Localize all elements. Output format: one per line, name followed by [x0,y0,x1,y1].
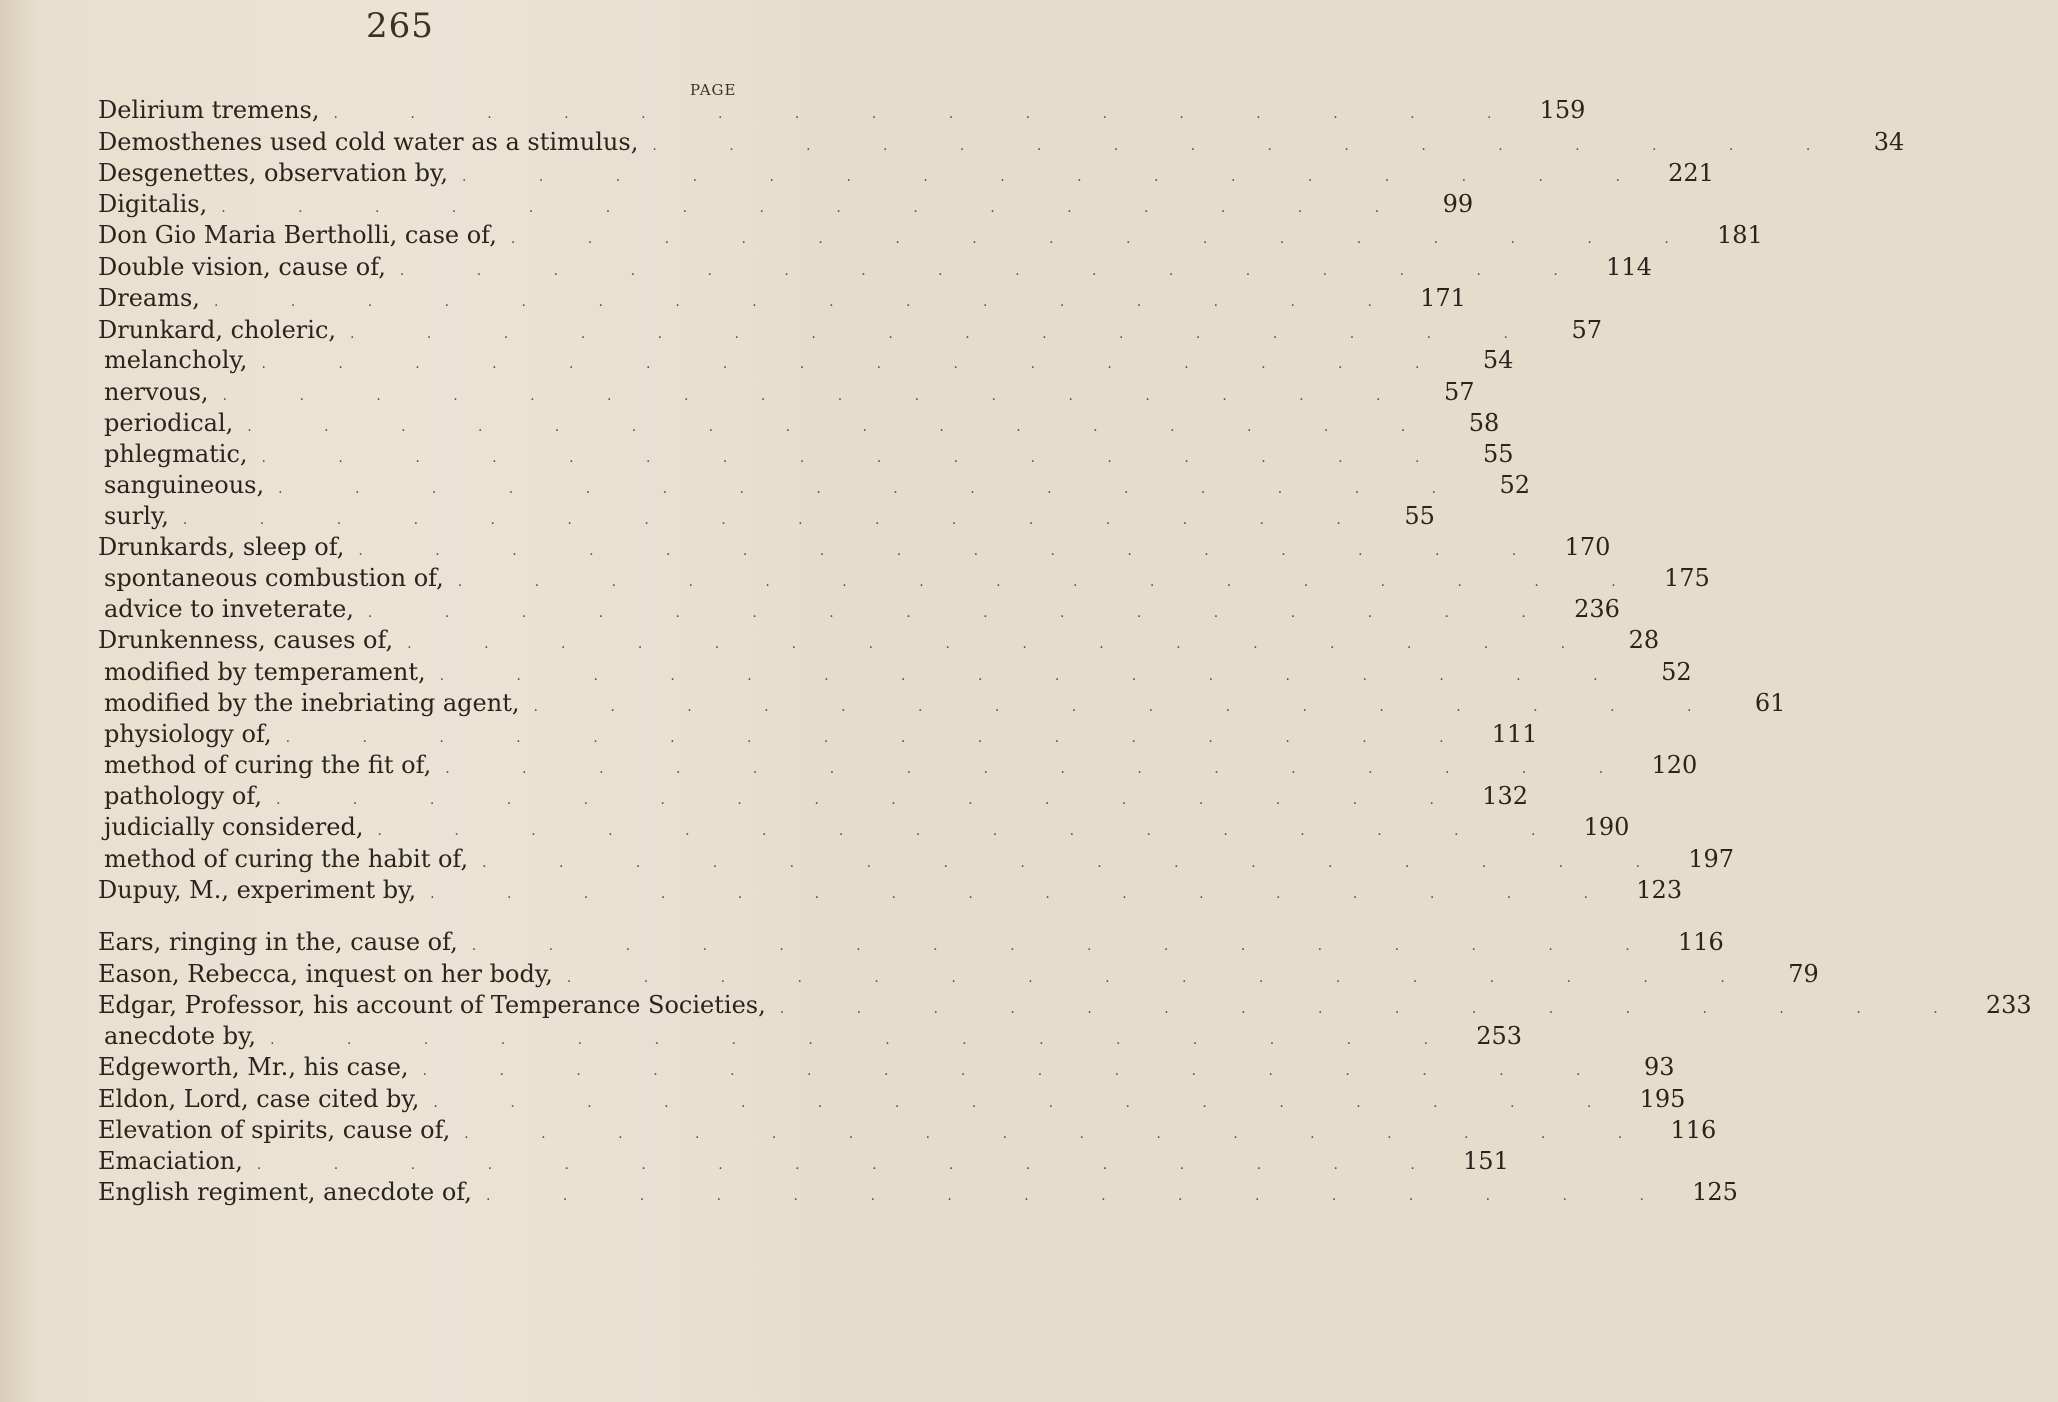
entry-page-number: 170 [1564,533,1611,561]
entry-page-number: 195 [1639,1085,1686,1113]
entry-page-number: 55 [1404,502,1435,530]
entry-text: sanguineous, [104,471,265,499]
entry-text: English regiment, anecdote of, [98,1178,472,1206]
entry-page-number: 57 [1571,316,1602,344]
index-entry [0,1085,1686,1115]
entry-text: physiology of, [104,720,272,748]
index-subentry [0,346,1514,376]
leader-dots: . . . . . . . . . . . . . . . . [261,450,1454,466]
leader-dots: . . . . . . . . . . . . . . . . [261,356,1454,372]
index-subentry [0,658,1692,688]
entry-page-number: 93 [1643,1053,1675,1081]
entry-page-number: 99 [1442,190,1474,218]
leader-dots: . . . . . . . . . . . . . . . . [485,1188,1678,1204]
leader-dots: . . . . . . . . . . . . . . . . [367,605,1560,621]
index-entry [0,1147,1509,1177]
index-subentry [0,595,1620,625]
index-subentry [0,378,1475,408]
entry-page-number: 181 [1716,221,1763,249]
leader-dots: . . . . . . . . . . . . . . . . [433,1095,1626,1111]
entry-text: modified by the inebriating agent, [104,689,520,717]
leader-dots: . . . . . . . . . . . . . . . . [464,1126,1657,1142]
entry-text: Delirium tremens, [98,96,320,124]
entry-page-number: 79 [1788,960,1819,988]
leader-dots: . . . . . . . . . . . . . . . . [422,1063,1615,1079]
index-entry [0,316,1602,346]
entry-page-number: 52 [1661,658,1692,686]
entry-page-number: 34 [1873,128,1905,156]
leader-dots: . . . . . . . . . . . . . . . . [566,970,1759,986]
index-subentry [0,782,1528,812]
entry-page-number: 253 [1476,1022,1523,1050]
entry-page-number: 171 [1420,284,1466,312]
entry-text: spontaneous combustion of, [104,564,444,592]
index-subentry [0,751,1698,781]
index-subentry [0,471,1531,501]
entry-page-number: 197 [1688,845,1735,873]
entry-text: Eason, Rebecca, inquest on her body, [98,960,553,988]
index-entry [0,1178,1738,1208]
entry-page-number: 114 [1606,253,1652,281]
entry-text: Demosthenes used cold water as a stimulus, [98,128,639,156]
index-entry [0,253,1652,283]
entry-page-number: 233 [1985,991,2032,1019]
index-entry [0,221,1763,251]
entry-text: Edgeworth, Mr., his case, [98,1053,409,1081]
index-entry [0,1053,1675,1083]
leader-dots: . . . . . . . . . . . . . . . . [256,1157,1449,1173]
entry-text: method of curing the fit of, [104,751,432,779]
index-subentry [0,845,1735,875]
index-subentry [0,720,1538,750]
entry-text: Don Gio Maria Bertholli, case of, [98,221,497,249]
entry-text: Emaciation, [98,1147,243,1175]
entry-text: Dreams, [98,284,200,312]
entry-text: Drunkenness, causes of, [98,626,394,654]
entry-text: melancholy, [104,346,248,374]
leader-dots: . . . . . . . . . . . . . . . . [350,326,1542,342]
leader-dots: . . . . . . . . . . . . . . . . [471,938,1664,954]
index-entry [0,128,1905,158]
leader-dots: . . . . . . . . . . . . . . . . [779,1001,1972,1017]
leader-dots: . . . . . . . . . . . . . . . . [213,294,1406,310]
leader-dots: . . . . . . . . . . . . . . . . [333,106,1526,122]
index-entry [0,284,1466,314]
leader-dots: . . . . . . . . . . . . . . . . [377,823,1570,839]
index-entry [0,159,1714,189]
entry-text: Digitalis, [98,190,208,218]
entry-page-number: 116 [1670,1116,1717,1144]
leader-dots: . . . . . . . . . . . . . . . . [430,886,1623,902]
entry-page-number: 116 [1677,928,1724,956]
leader-dots: . . . . . . . . . . . . . . . . [358,543,1551,559]
entry-text: advice to inveterate, [104,595,354,623]
index-subentry [0,502,1435,532]
entry-text: nervous, [104,378,209,406]
entry-text: anecdote by, [104,1022,257,1050]
leader-dots: . . . . . . . . . . . . . . . . [222,388,1415,404]
entry-page-number: 58 [1468,409,1500,437]
leader-dots: . . . . . . . . . . . . . . . . [407,636,1600,652]
index-entry [0,1116,1717,1146]
index-entry [0,928,1724,958]
leader-dots: . . . . . . . . . . . . . . . . [270,1032,1463,1048]
entry-text: Eldon, Lord, case cited by, [98,1085,420,1113]
entry-page-number: 28 [1628,626,1660,654]
leader-dots: . . . . . . . . . . . . . . . . [461,169,1654,185]
entry-page-number: 123 [1636,876,1683,904]
entry-text: modified by temperament, [104,658,426,686]
entry-page-number: 125 [1692,1178,1738,1206]
entry-page-number: 54 [1482,346,1514,374]
entry-page-number: 175 [1663,564,1710,592]
entry-page-number: 52 [1499,471,1531,499]
leader-dots: . . . . . . . . . . . . . . . . [278,481,1471,497]
index-entry [0,960,1819,990]
entry-text: phlegmatic, [104,440,248,468]
page-number: 265 [366,6,434,46]
entry-text: Double vision, cause of, [98,253,386,281]
entry-text: Edgar, Professor, his account of Temperance Societies, [98,991,766,1019]
entry-page-number: 190 [1583,813,1630,841]
leader-dots: . . . . . . . . . . . . . . . . [247,419,1440,435]
entry-text: Desgenettes, observation by, [98,159,448,187]
entry-page-number: 55 [1482,440,1514,468]
entry-page-number: 236 [1574,595,1620,623]
index-entry [0,190,1474,220]
entry-page-number: 120 [1651,751,1698,779]
leader-dots: . . . . . . . . . . . . . . . . [652,138,1845,154]
entry-page-number: 57 [1443,378,1475,406]
leader-dots: . . . . . . . . . . . . . . . . [457,574,1650,590]
index-entry [0,991,2032,1021]
leader-dots: . . . . . . . . . . . . . . . . [439,668,1632,684]
entry-text: Drunkards, sleep of, [98,533,345,561]
entry-text: judicially considered, [104,813,364,841]
index-subentry [0,1022,1523,1052]
entry-page-number: 151 [1463,1147,1509,1175]
leader-dots: . . . . . . . . . . . . . . . . [510,231,1703,247]
leader-dots: . . . . . . . . . . . . . . . . [482,855,1675,871]
leader-dots: . . . . . . . . . . . . . . . . [285,730,1478,746]
index-subentry [0,440,1514,470]
entry-text: periodical, [104,409,234,437]
entry-page-number: 132 [1482,782,1528,810]
index-subentry [0,409,1500,439]
page-column-heading: PAGE [690,81,737,99]
leader-dots: . . . . . . . . . . . . . . . . [399,263,1592,279]
leader-dots: . . . . . . . . . . . . . . . . [221,200,1414,216]
entry-text: Ears, ringing in the, cause of, [98,928,458,956]
index-entry [0,533,1611,563]
leader-dots: . . . . . . . . . . . . . . . . [182,512,1375,528]
index-entry [0,96,1586,126]
entry-text: surly, [104,502,169,530]
entry-page-number: 61 [1754,689,1786,717]
entry-text: Dupuy, M., experiment by, [98,876,417,904]
entry-text: Elevation of spirits, cause of, [98,1116,451,1144]
entry-page-number: 159 [1539,96,1586,124]
index-subentry [0,689,1786,719]
entry-text: method of curing the habit of, [104,845,469,873]
index-subentry [0,564,1710,594]
entry-text: pathology of, [104,782,263,810]
index-entry [0,626,1660,656]
entry-page-number: 221 [1668,159,1714,187]
leader-dots: . . . . . . . . . . . . . . . . [445,761,1638,777]
leader-dots: . . . . . . . . . . . . . . . . [533,699,1726,715]
index-entry [0,876,1683,906]
entry-page-number: 111 [1491,720,1538,748]
leader-dots: . . . . . . . . . . . . . . . . [276,792,1468,808]
index-subentry [0,813,1630,843]
entry-text: Drunkard, choleric, [98,316,337,344]
